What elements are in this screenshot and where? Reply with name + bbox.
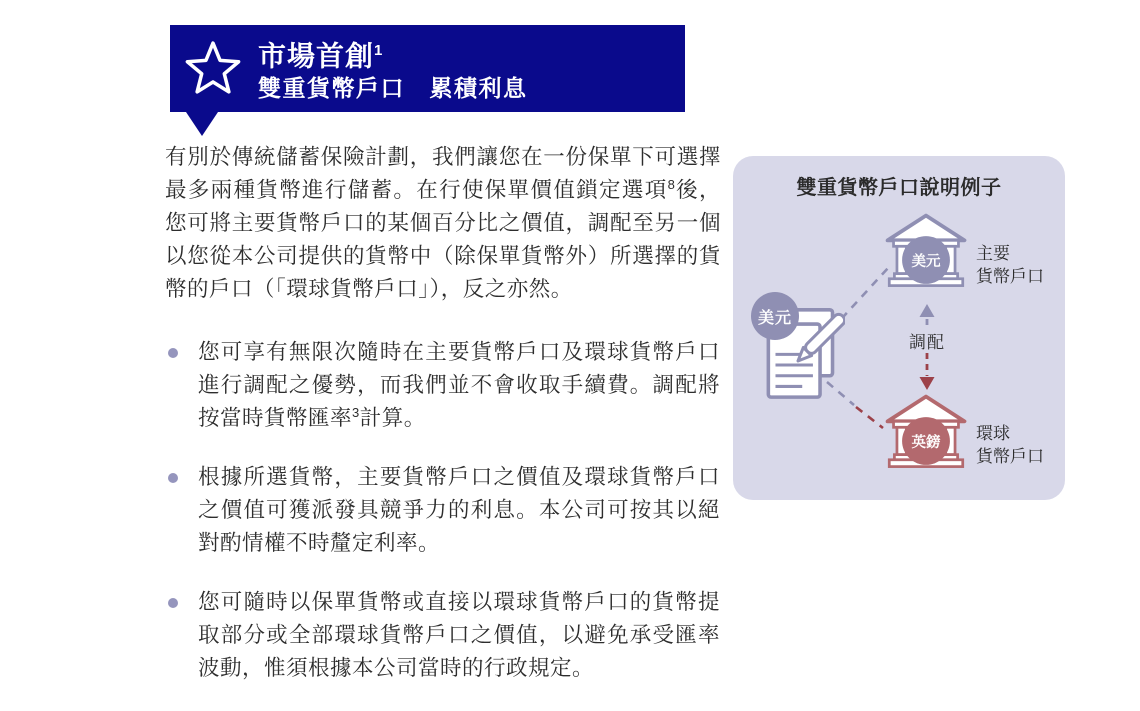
- transfer-label: 調配: [909, 333, 945, 352]
- bullet-text: [198, 336, 720, 435]
- primary-bank-icon: [885, 213, 967, 290]
- banner-title: [258, 34, 528, 72]
- intro-text-rest: 後，您可將主要貨幣戶口的某個百分比之價值，調配至另一個以您從本公司提供的貨幣中（除保單貨幣外）所選擇的貨幣的戶口（「環球貨幣戶口」），反之亦然。: [165, 178, 721, 301]
- primary-label-line1: 主要: [976, 244, 1010, 263]
- bullet-dot-icon: [168, 473, 178, 483]
- transfer-down-arrow: [920, 353, 935, 390]
- bullet-dot-icon: [168, 348, 178, 358]
- intro-paragraph: [165, 141, 721, 306]
- bullet-text: [198, 586, 720, 685]
- global-account-label: [976, 422, 1044, 468]
- global-label-line2: 貨幣戶口: [976, 447, 1044, 466]
- diagram-title: 雙重貨幣戶口說明例子: [796, 177, 1002, 199]
- transfer-up-arrow: [920, 304, 935, 328]
- feature-bullet-list: [165, 336, 721, 685]
- primary-account-label: [976, 242, 1044, 288]
- bullet-1-footnote: 3: [352, 404, 360, 420]
- banner-pointer-triangle: [186, 112, 218, 136]
- bullet-dot-icon: [168, 598, 178, 608]
- bullet-item-withdrawal: [165, 586, 721, 685]
- bullet-text: [198, 461, 720, 560]
- primary-currency-badge: 美元: [911, 253, 941, 270]
- banner-text: [258, 34, 528, 102]
- source-currency-badge: 美元: [751, 292, 799, 340]
- banner-title-text: 市場首創: [258, 40, 375, 72]
- bullet-item-interest: [165, 461, 721, 560]
- primary-label-line2: 貨幣戶口: [976, 267, 1044, 286]
- intro-text: 有別於傳統儲蓄保險計劃，我們讓您在一份保單下可選擇最多兩種貨幣進行儲蓄。在行使保單價值鎖定選項: [165, 145, 721, 202]
- global-bank-icon: [885, 394, 967, 471]
- dual-currency-example-panel: [733, 156, 1065, 500]
- bullet-1-text: 您可享有無限次隨時在主要貨幣戶口及環球貨幣戶口進行調配之優勢，而我們並不會收取手續費。調配將按當時貨幣匯率: [198, 340, 720, 430]
- star-icon: [185, 41, 241, 97]
- bullet-3-text: 您可隨時以保單貨幣或直接以環球貨幣戶口的貨幣提取部分或全部環球貨幣戶口之價值，以避免承受匯率波動，惟須根據本公司當時的行政規定。: [198, 590, 720, 680]
- bullet-2-text: 根據所選貨幣，主要貨幣戶口之價值及環球貨幣戶口之價值可獲派發具競爭力的利息。本公司可按其以絕對酌情權不時釐定利率。: [198, 465, 720, 555]
- banner-subtitle: 雙重貨幣戶口 累積利息: [258, 74, 528, 101]
- global-currency-badge: 英鎊: [911, 434, 941, 451]
- intro-footnote: 8: [667, 176, 676, 192]
- body-text-column: [165, 141, 721, 711]
- bullet-item-transfer: [165, 336, 721, 435]
- bullet-1-text-rest: 計算。: [359, 406, 426, 430]
- banner-title-footnote: 1: [374, 42, 384, 60]
- global-label-line1: 環球: [976, 424, 1010, 443]
- header-banner: [170, 25, 685, 112]
